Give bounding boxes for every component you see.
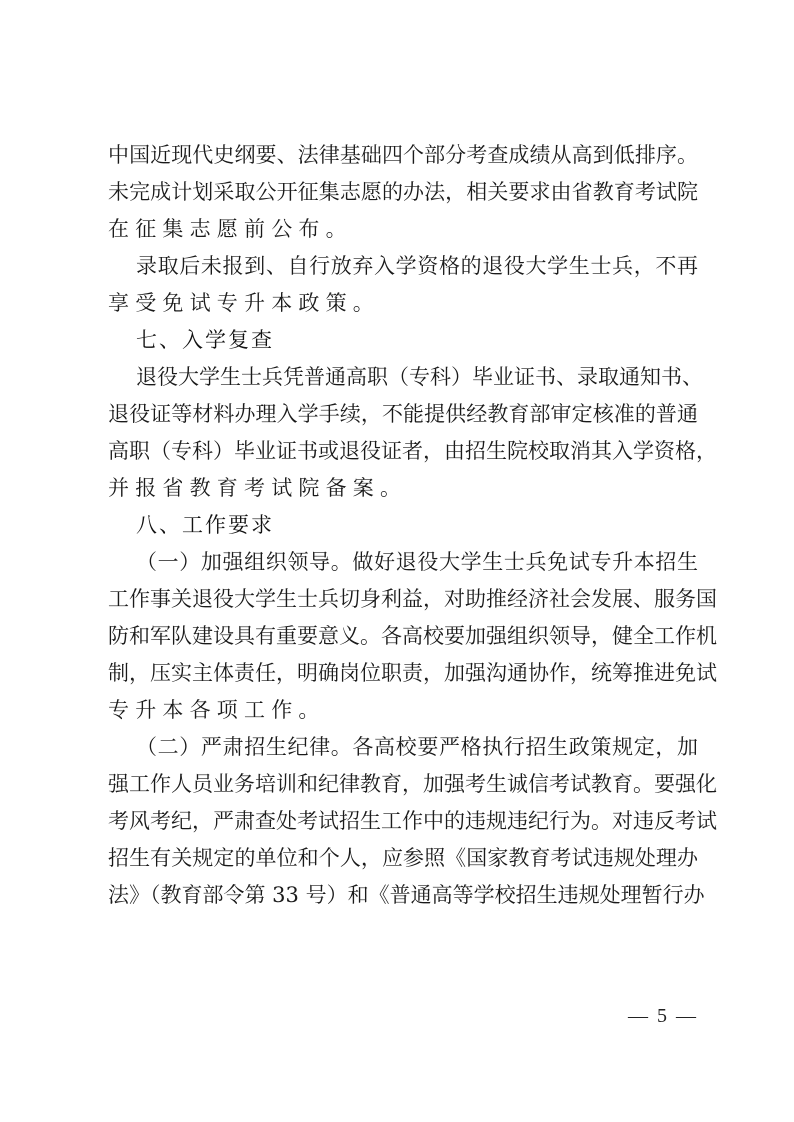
- paragraph-first-line: （一）加强组织领导。做好退役大学生士兵免试专升本招生: [136, 550, 698, 574]
- body-line: 制，压实主体责任，明确岗位职责，加强沟通协作，统筹推进免试: [108, 661, 717, 685]
- body-line: 中国近现代史纲要、法律基础四个部分考查成绩从高到低排序。: [108, 143, 698, 167]
- document-page: [108, 137, 717, 914]
- page-number: — 5 —: [628, 1005, 698, 1027]
- section-heading-enrollment-review: 七、入学复查: [136, 328, 274, 352]
- body-line: 强工作人员业务培训和纪律教育，加强考生诚信考试教育。要强化: [108, 772, 717, 796]
- paragraph-first-line: （二）严肃招生纪律。各高校要严格执行招生政策规定，加: [136, 735, 698, 759]
- body-line: 未完成计划采取公开征集志愿的办法，相关要求由省教育考试院: [108, 180, 698, 204]
- body-line: 退役证等材料办理入学手续，不能提供经教育部审定核准的普通: [108, 402, 698, 426]
- body-line: 工作事关退役大学生士兵切身利益，对助推经济社会发展、服务国: [108, 587, 717, 611]
- body-line: 专升本各项工作。: [108, 698, 326, 722]
- body-line: 在征集志愿前公布。: [108, 217, 353, 241]
- body-line: 并报省教育考试院备案。: [108, 476, 408, 500]
- body-line: 考风考纪，严肃查处考试招生工作中的违规违纪行为。对违反考试: [108, 809, 717, 833]
- body-line: 防和军队建设具有重要意义。各高校要加强组织领导，健全工作机: [108, 624, 717, 648]
- body-line: 法》（教育部令第 33 号）和《普通高等学校招生违规处理暂行办: [108, 883, 705, 907]
- body-line: 享受免试专升本政策。: [108, 291, 380, 315]
- section-heading-work-requirements: 八、工作要求: [136, 513, 274, 537]
- body-line: 招生有关规定的单位和个人，应参照《国家教育考试违规处理办: [108, 846, 698, 870]
- body-line: 高职（专科）毕业证书或退役证者，由招生院校取消其入学资格，: [108, 439, 717, 463]
- paragraph-first-line: 退役大学生士兵凭普通高职（专科）毕业证书、录取通知书、: [136, 365, 703, 389]
- paragraph-first-line: 录取后未报到、自行放弃入学资格的退役大学生士兵，不再: [136, 254, 698, 278]
